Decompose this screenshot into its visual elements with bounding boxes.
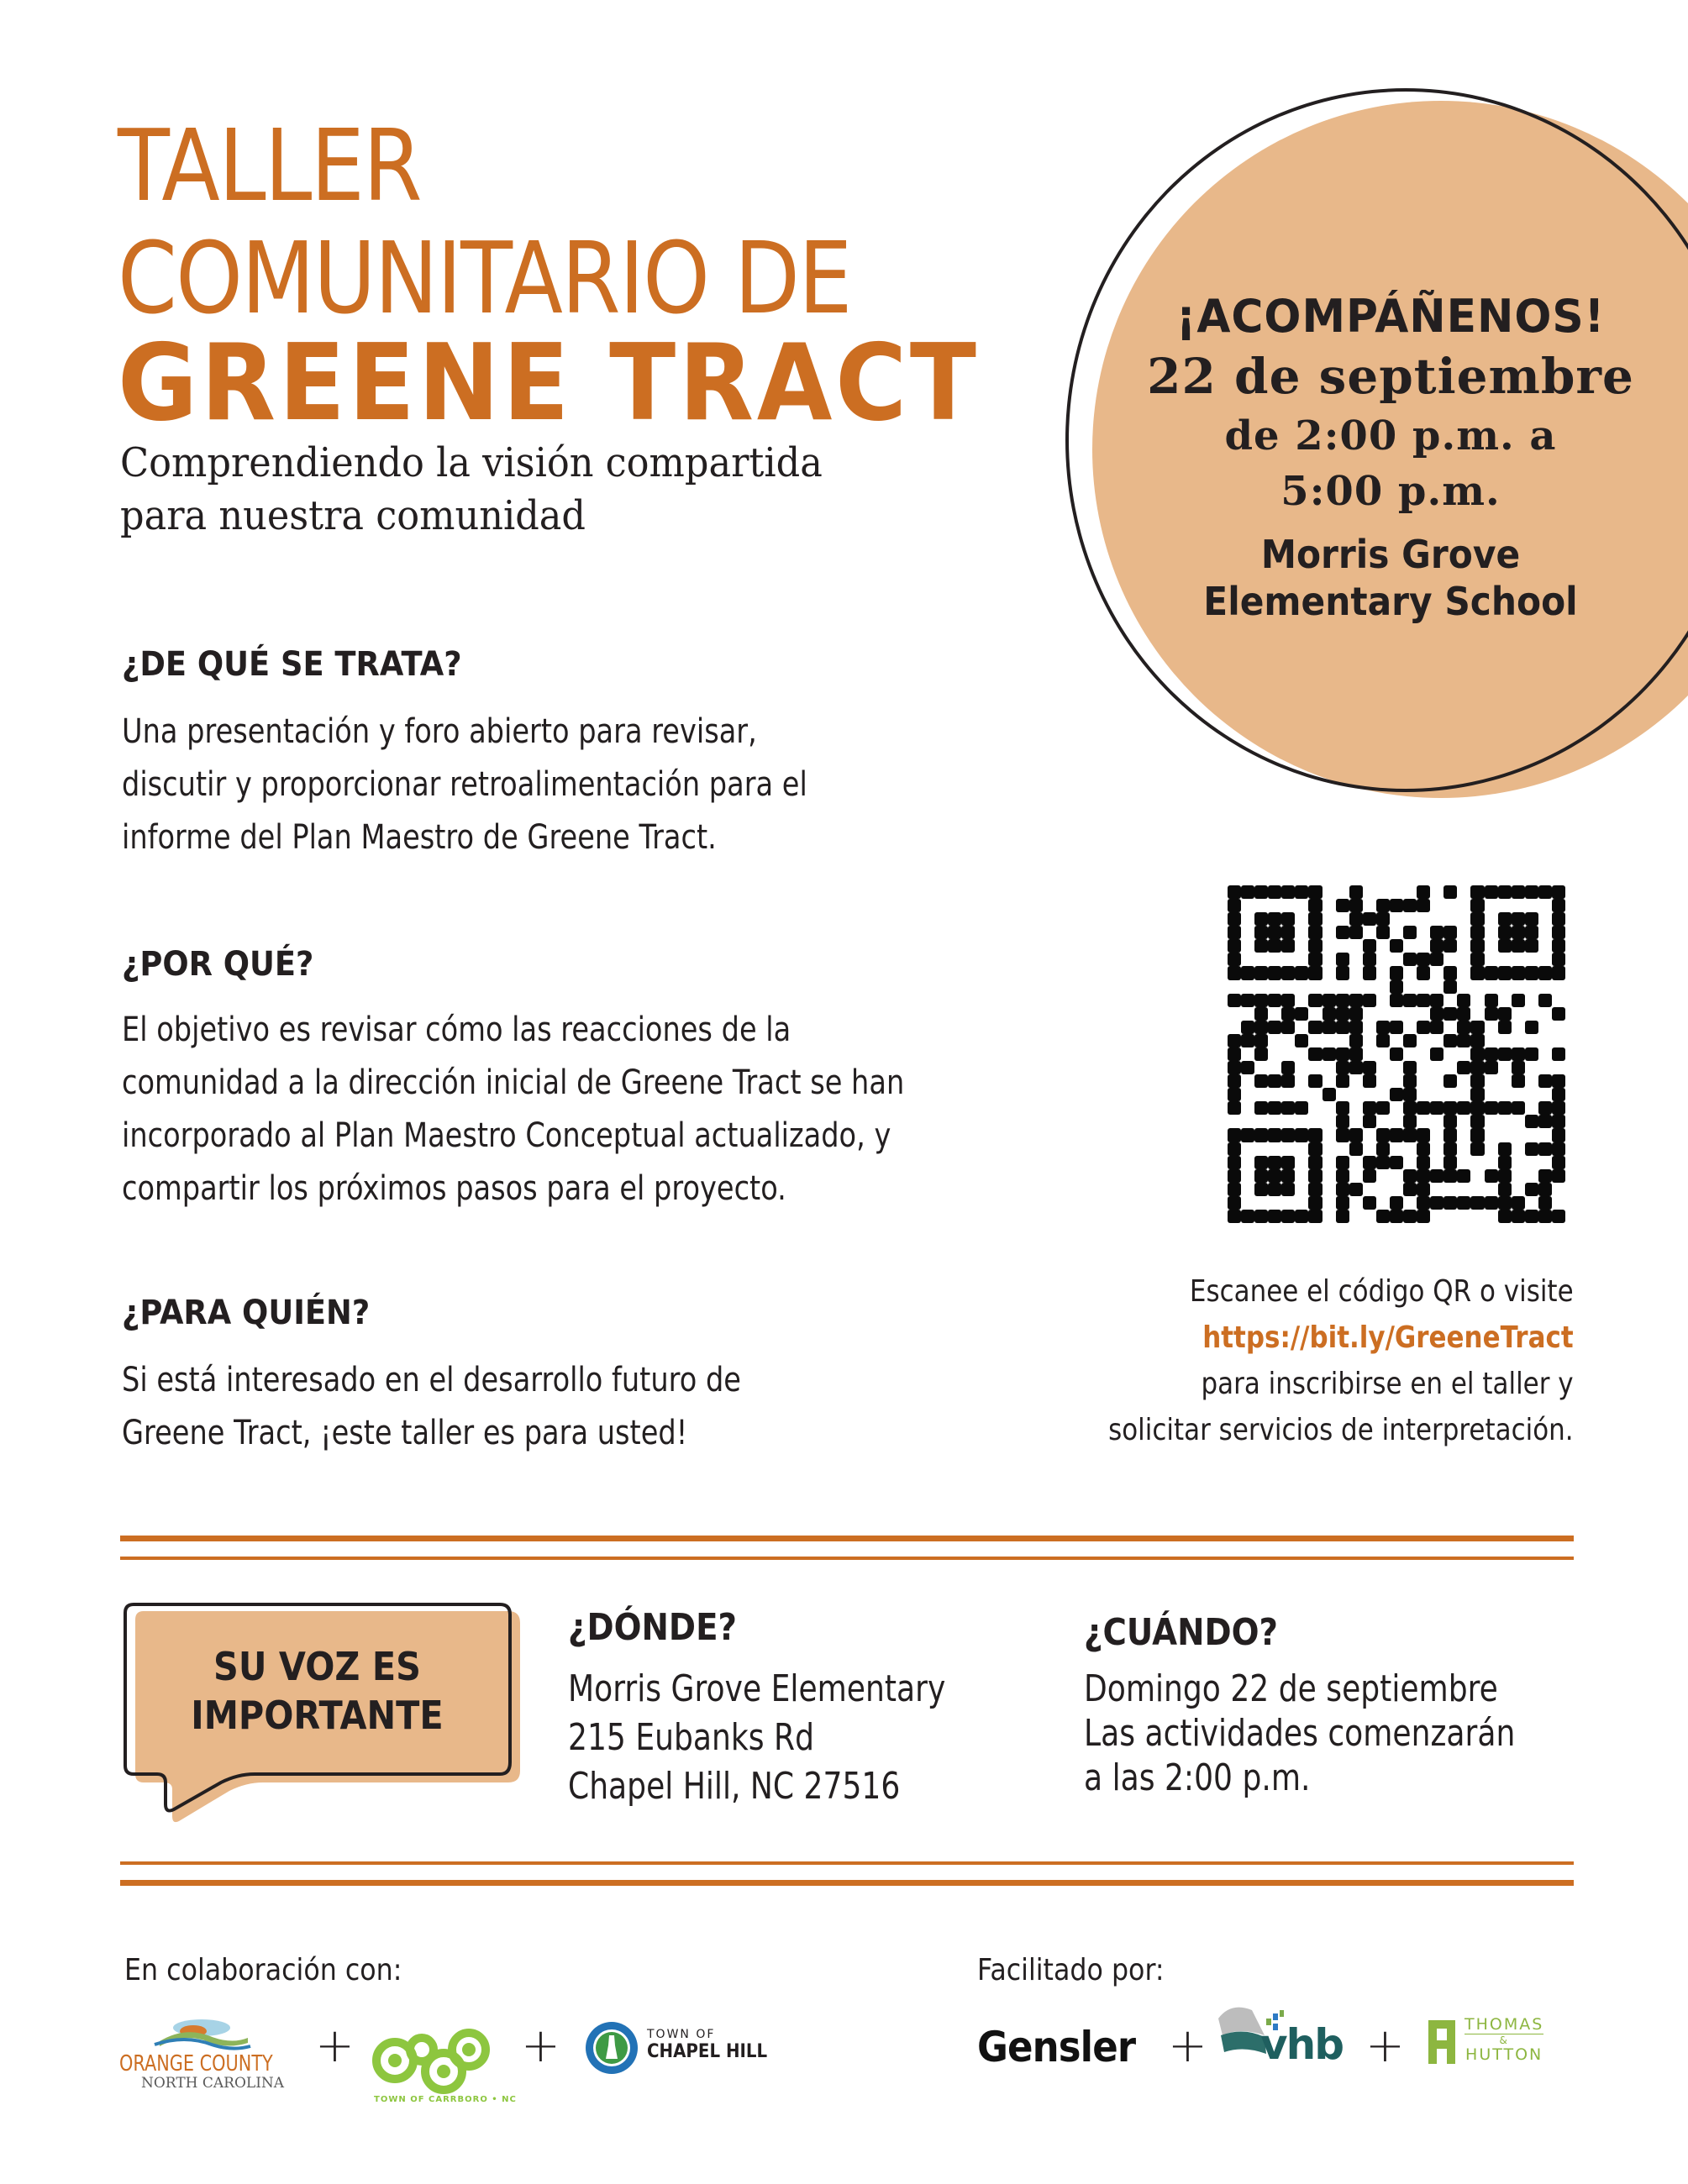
event-time-line-2: 5:00 p.m. [1280,468,1501,515]
where-line: Morris Grove Elementary [568,1667,946,1710]
gensler-logo: Gensler [977,2023,1136,2071]
subtitle [120,437,823,543]
thomas-hutton-line-1: THOMAS [1465,2015,1544,2034]
divider-top-thin [120,1557,1574,1560]
section-body-what [122,706,807,864]
event-time [1117,408,1664,519]
body-line: informe del Plan Maestro de Greene Tract. [122,818,717,857]
thomas-hutton-line-2: HUTTON [1465,2045,1543,2064]
qr-caption [1033,1268,1574,1453]
plus-icon: + [1365,2019,1405,2073]
when-heading: ¿CUÁNDO? [1084,1611,1279,1654]
where-body [568,1665,945,1811]
qr-caption-line-4: solicitar servicios de interpretación. [1108,1413,1574,1447]
section-body-who [122,1354,741,1460]
body-line: incorporado al Plan Maestro Conceptual actualizado, y [122,1116,891,1155]
qr-caption-line-1: Escanee el código QR o visite [1190,1274,1574,1309]
when-line: Las actividades comenzarán [1084,1712,1516,1755]
callout-line-2: IMPORTANTE [191,1693,444,1738]
section-body-why [122,1004,904,1215]
chapel-hill-seal-icon [584,2020,639,2076]
orange-county-landscape-icon [151,2016,252,2053]
chapel-hill-top: TOWN OF [647,2028,716,2041]
when-line: Domingo 22 de septiembre [1084,1667,1498,1710]
plus-icon: + [315,2019,355,2073]
event-place [1139,531,1642,625]
when-body [1084,1667,1515,1800]
plus-icon: + [521,2019,560,2073]
orange-county-sub: NORTH CAROLINA [141,2075,285,2092]
section-heading-what: ¿DE QUÉ SE TRATA? [122,645,462,684]
chapel-hill-name: CHAPEL HILL [647,2041,768,2062]
divider-bottom-thick [120,1880,1574,1886]
plus-icon: + [1168,2019,1207,2073]
subtitle-line-1: Comprendiendo la visión compartida [120,439,823,486]
body-line: Greene Tract, ¡este taller es para usted! [122,1414,688,1452]
event-date: 22 de septiembre [1147,348,1634,405]
when-line: a las 2:00 p.m. [1084,1756,1311,1799]
callout-text [126,1642,508,1740]
body-line: compartir los próximos pasos para el proyecto. [122,1169,786,1208]
body-line: Una presentación y foro abierto para revisar, [122,712,757,751]
thomas-hutton-mark-icon [1428,2020,1455,2064]
section-heading-who: ¿PARA QUIÉN? [122,1294,371,1332]
event-time-line-1: de 2:00 p.m. a [1224,412,1557,459]
thomas-hutton-logo [1465,2017,1543,2063]
carrboro-sub: TOWN OF CARRBORO • NC [374,2095,517,2104]
body-line: discutir y proporcionar retroalimentación para el [122,765,807,804]
thomas-hutton-amp: & [1465,2034,1543,2046]
title-line-1: TALLER [118,108,421,223]
body-line: Si está interesado en el desarrollo futuro de [122,1361,741,1399]
where-heading: ¿DÓNDE? [568,1606,737,1649]
subtitle-line-2: para nuestra comunidad [120,492,586,539]
where-line: 215 Eubanks Rd [568,1716,815,1759]
qr-code-icon[interactable] [1228,885,1565,1223]
collab-label: En colaboración con: [124,1953,402,1987]
body-line: comunidad a la dirección inicial de Greene Tract se han [122,1063,905,1102]
orange-county-name: ORANGE COUNTY [119,2051,273,2076]
vhb-logo: vhb [1260,2020,1343,2069]
join-us-heading: ¡ACOMPÁÑENOS! [1175,290,1606,343]
callout-line-1: SU VOZ ES [213,1644,421,1689]
divider-bottom-thin [120,1861,1574,1865]
section-heading-why: ¿POR QUÉ? [122,945,314,984]
event-place-line-2: Elementary School [1203,579,1578,624]
facilitated-label: Facilitado por: [977,1953,1165,1987]
where-line: Chapel Hill, NC 27516 [568,1765,901,1808]
orange-county-logo [119,2016,296,2092]
title-line-2: COMUNITARIO DE [118,220,851,336]
body-line: El objetivo es revisar cómo las reacciones de la [122,1011,791,1049]
qr-caption-line-3: para inscribirse en el taller y [1201,1367,1574,1401]
divider-top-thick [120,1536,1574,1541]
registration-link[interactable]: https://bit.ly/GreeneTract [1202,1320,1574,1355]
carrboro-logo-icon [370,2014,496,2107]
event-place-line-1: Morris Grove [1260,532,1521,577]
event-circle [1117,290,1664,625]
title-line-3: GREENE TRACT [118,321,980,444]
